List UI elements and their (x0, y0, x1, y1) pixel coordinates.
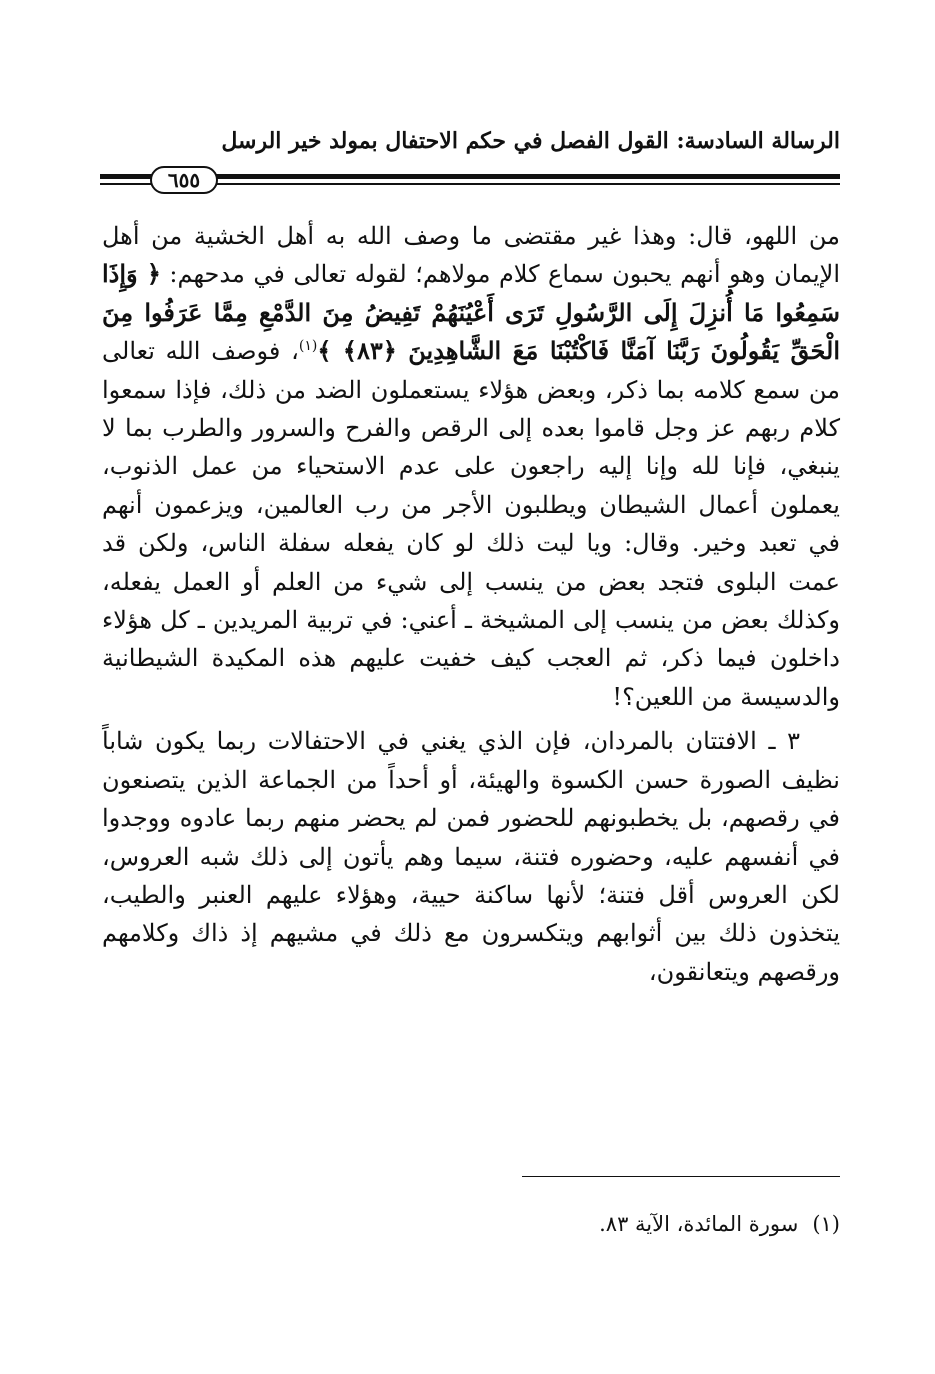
paragraph-1 (102, 217, 840, 716)
footnote-reference: (١) (298, 338, 318, 355)
footnote (300, 1212, 840, 1236)
footnote-separator (522, 1176, 840, 1177)
paragraph-2: ٣ ـ الافتتان بالمردان، فإن الذي يغني في الاحتفالات ربما يكون شاباً نظيف الصورة حسن الكسوة والهيئة، أو أحداً من الجماعة الذين يتصنعون في رقصهم، بل يخطبونهم للحضور فمن لم يحضر منهم ربما عادوه ووجدوا في أنفسهم عليه، وحضوره فتنة، سيما وهم يأتون إلى ذلك شبه العروس، لكن العروس أقل فتنة؛ لأنها ساكنة حيية، وهؤلاء عليهم العنبر والطيب، يتخذون ذلك بين أثوابهم ويتكسرون مع ذلك في مشيهم إذ ذاك وكلامهم ورقصهم ويتعانقون، (102, 727, 840, 986)
footnote-number: (١) (812, 1212, 840, 1236)
footnote-text: سورة المائدة، الآية ٨٣. (599, 1212, 799, 1236)
page-number-badge: ٦٥٥ (150, 166, 218, 194)
paragraph-1-intro: من اللهو، قال: وهذا غير مقتضى ما وصف الله به أهل الخشية من أهل الإيمان وهو أنهم يحبون سماع كلام مولاهم؛ لقوله تعالى في مدحهم: (102, 222, 841, 289)
quran-verse: ﴿ وَإِذَا سَمِعُوا مَا أُنزِلَ إِلَى الرَّسُولِ تَرَى أَعْيُنَهُمْ تَفِيضُ مِنَ الدَّمْعِ مِمَّا عَرَفُوا مِنَ الْحَقِّ يَقُولُونَ رَبَّنَا آمَنَّا فَاكْتُبْنَا مَعَ الشَّاهِدِينَ ﴿٨٣﴾ ﴾ (102, 259, 841, 366)
running-header-title: الرسالة السادسة: القول الفصل في حكم الاحتفال بمولد خير الرسل (221, 128, 840, 154)
paragraph-1-continuation: ، فوصف الله تعالى من سمع كلامه بما ذكر، وبعض هؤلاء يستعملون الضد من ذلك، فإذا سمعوا كلام ربهم عز وجل قاموا بعده إلى الرقص والفرح والسرور والطرب بما لا ينبغي، فإنا لله وإنا إليه راجعون على عدم الاستحياء من عمل الذنوب، يعملون أعمال الشيطان ويطلبون الأجر من رب العالمين، ويزعمون أنهم في تعبد وخير. وقال: ويا ليت ذلك لو كان يفعله سفلة الناس، ولكن قد عمت البلوى فتجد بعض من ينسب إلى شيء من العلم أو العمل يفعله، وكذلك بعض من ينسب إلى المشيخة ـ أعني: في تربية المريدين ـ كل هؤلاء داخلون فيما ذكر، ثم العجب كيف خفيت عليهم هذه المكيدة الشيطانية والدسيسة من اللعين؟! (102, 337, 840, 711)
main-text (102, 217, 840, 991)
